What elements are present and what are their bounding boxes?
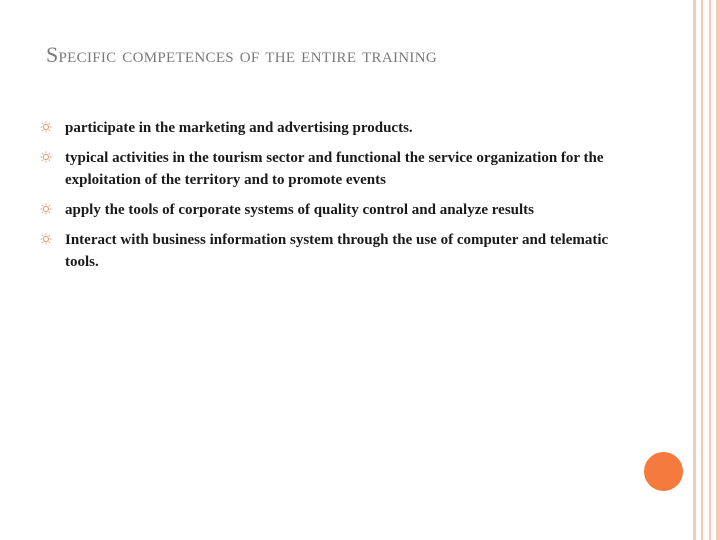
bullet-item [40, 199, 640, 221]
sun-icon [40, 203, 52, 215]
sun-icon [40, 121, 52, 133]
bullet-text: apply the tools of corporate systems of quality control and analyze results [65, 202, 535, 218]
slide-title: Specific competences of the entire training [46, 42, 437, 67]
sun-icon [40, 233, 52, 245]
slide-border-line [701, 0, 703, 540]
slide-border-inner [696, 0, 716, 540]
bullet-text: participate in the marketing and advertising products. [65, 120, 413, 136]
bullet-text: typical activities in the tourism sector and functional the service organization for the exploitation of the territory and to promote events [65, 150, 604, 188]
bullet-item [40, 147, 640, 191]
bullet-item [40, 117, 640, 139]
sun-icon [40, 151, 52, 163]
slide-border-line [709, 0, 711, 540]
decorative-orange-circle [641, 449, 686, 494]
bullet-text: Interact with business information system through the use of computer and telematic tools. [65, 232, 609, 270]
bullet-list [40, 117, 640, 281]
bullet-item [40, 229, 640, 273]
